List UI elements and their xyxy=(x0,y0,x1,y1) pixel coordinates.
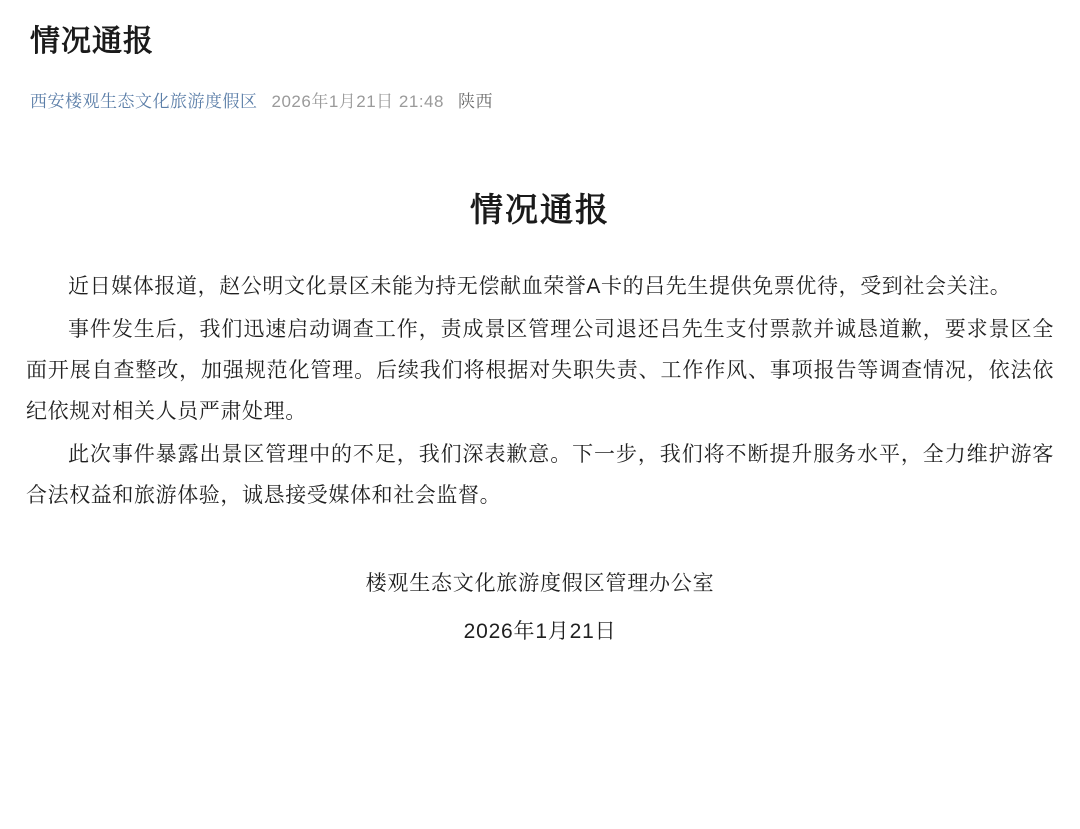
document-paragraph: 此次事件暴露出景区管理中的不足，我们深表歉意。下一步，我们将不断提升服务水平，全力维护游客合法权益和旅游体验，诚恳接受媒体和社会监督。 xyxy=(26,442,1054,507)
publish-timestamp: 2026年1月21日 21:48 xyxy=(271,92,444,111)
article-body xyxy=(0,184,1080,653)
page-title: 情况通报 xyxy=(30,25,154,58)
source-link[interactable]: 西安楼观生态文化旅游度假区 xyxy=(30,92,258,111)
signature-date: 2026年1月21日 xyxy=(463,619,617,643)
document-paragraph: 事件发生后，我们迅速启动调查工作，责成景区管理公司退还吕先生支付票款并诚恳道歉，要求景区全面开展自查整改，加强规范化管理。后续我们将根据对失职失责、工作作风、事项报告等调查情况，依法依纪依规对相关人员严肃处理。 xyxy=(26,317,1054,423)
document-paragraph: 近日媒体报道，赵公明文化景区未能为持无偿献血荣誉A卡的吕先生提供免票优待，受到社会关注。 xyxy=(68,275,1012,298)
document-heading: 情况通报 xyxy=(470,191,610,228)
document-signature xyxy=(26,563,1054,653)
signature-organization: 楼观生态文化旅游度假区管理办公室 xyxy=(365,571,715,595)
region-label: 陕西 xyxy=(457,92,493,111)
article-meta xyxy=(30,87,1050,112)
article-header xyxy=(0,0,1080,112)
